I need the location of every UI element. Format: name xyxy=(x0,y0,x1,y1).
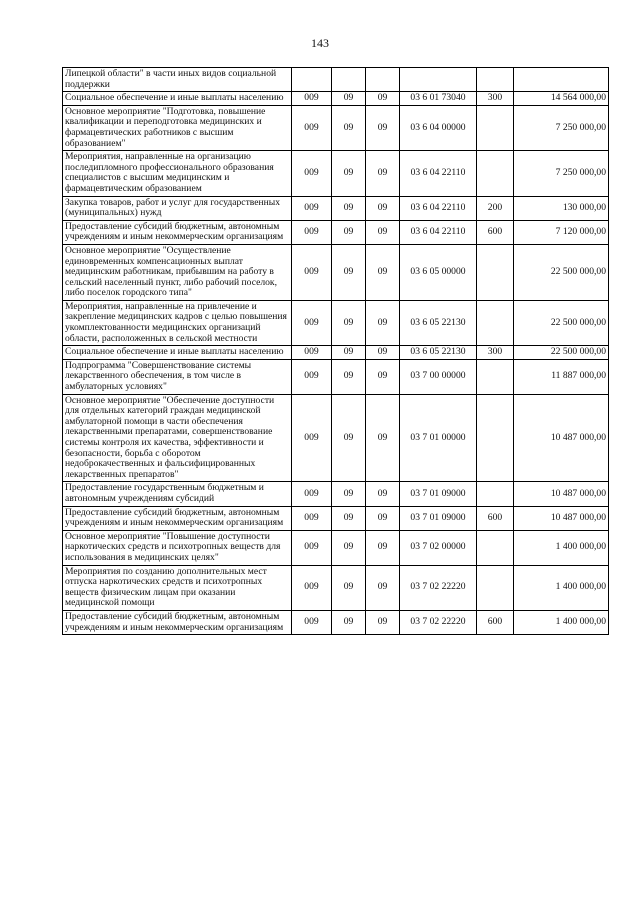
section-code-cell xyxy=(332,68,366,92)
ministry-code-cell: 009 xyxy=(292,92,332,106)
amount-cell: 1 400 000,00 xyxy=(514,610,609,634)
table-row xyxy=(63,220,609,244)
target-article-cell: 03 7 01 09000 xyxy=(400,482,477,506)
section-code-cell: 09 xyxy=(332,359,366,394)
expense-type-cell: 600 xyxy=(477,506,514,530)
table-row xyxy=(63,610,609,634)
table-row xyxy=(63,68,609,92)
target-article-cell: 03 6 05 22130 xyxy=(400,346,477,360)
ministry-code-cell: 009 xyxy=(292,482,332,506)
target-article-cell: 03 6 04 22110 xyxy=(400,220,477,244)
section-code-cell: 09 xyxy=(332,151,366,196)
amount-cell: 10 487 000,00 xyxy=(514,394,609,482)
row-name-cell: Основное мероприятие "Повышение доступности наркотических средств и психотропных веществ для использования в медицинских целях" xyxy=(63,530,292,565)
ministry-code-cell: 009 xyxy=(292,394,332,482)
section-code-cell: 09 xyxy=(332,300,366,345)
row-name-cell: Предоставление субсидий бюджетным, автономным учреждениям и иным некоммерческим организациям xyxy=(63,610,292,634)
expense-type-cell: 300 xyxy=(477,346,514,360)
subsection-code-cell: 09 xyxy=(366,359,400,394)
budget-table-body xyxy=(63,68,609,635)
row-name-cell: Предоставление субсидий бюджетным, автономным учреждениям и иным некоммерческим организациям xyxy=(63,220,292,244)
ministry-code-cell: 009 xyxy=(292,610,332,634)
section-code-cell: 09 xyxy=(332,92,366,106)
expense-type-cell: 300 xyxy=(477,92,514,106)
table-row xyxy=(63,565,609,610)
expense-type-cell xyxy=(477,530,514,565)
table-row xyxy=(63,151,609,196)
target-article-cell: 03 6 04 22110 xyxy=(400,196,477,220)
row-name-cell: Социальное обеспечение и иные выплаты населению xyxy=(63,346,292,360)
table-row xyxy=(63,506,609,530)
row-name-cell: Липецкой области" в части иных видов социальной поддержки xyxy=(63,68,292,92)
target-article-cell: 03 7 00 00000 xyxy=(400,359,477,394)
target-article-cell: 03 7 02 00000 xyxy=(400,530,477,565)
table-row xyxy=(63,530,609,565)
expense-type-cell xyxy=(477,244,514,300)
subsection-code-cell: 09 xyxy=(366,196,400,220)
subsection-code-cell: 09 xyxy=(366,346,400,360)
table-row xyxy=(63,300,609,345)
section-code-cell: 09 xyxy=(332,506,366,530)
row-name-cell: Закупка товаров, работ и услуг для государственных (муниципальных) нужд xyxy=(63,196,292,220)
row-name-cell: Предоставление государственным бюджетным и автономным учреждениям субсидий xyxy=(63,482,292,506)
amount-cell: 22 500 000,00 xyxy=(514,300,609,345)
ministry-code-cell: 009 xyxy=(292,244,332,300)
section-code-cell: 09 xyxy=(332,530,366,565)
subsection-code-cell: 09 xyxy=(366,506,400,530)
expense-type-cell xyxy=(477,565,514,610)
expense-type-cell: 200 xyxy=(477,196,514,220)
ministry-code-cell: 009 xyxy=(292,346,332,360)
expense-type-cell xyxy=(477,482,514,506)
target-article-cell: 03 6 04 00000 xyxy=(400,105,477,150)
amount-cell: 7 120 000,00 xyxy=(514,220,609,244)
target-article-cell: 03 6 01 73040 xyxy=(400,92,477,106)
amount-cell: 10 487 000,00 xyxy=(514,506,609,530)
ministry-code-cell: 009 xyxy=(292,151,332,196)
expense-type-cell xyxy=(477,394,514,482)
target-article-cell: 03 6 05 22130 xyxy=(400,300,477,345)
target-article-cell: 03 7 01 09000 xyxy=(400,506,477,530)
amount-cell: 22 500 000,00 xyxy=(514,244,609,300)
section-code-cell: 09 xyxy=(332,610,366,634)
amount-cell xyxy=(514,68,609,92)
amount-cell: 14 564 000,00 xyxy=(514,92,609,106)
section-code-cell: 09 xyxy=(332,244,366,300)
subsection-code-cell: 09 xyxy=(366,610,400,634)
section-code-cell: 09 xyxy=(332,565,366,610)
row-name-cell: Мероприятия, направленные на организацию последипломного профессионального образования специалистов с высшим медицинским и фармацевтическим образованием xyxy=(63,151,292,196)
expense-type-cell xyxy=(477,359,514,394)
section-code-cell: 09 xyxy=(332,394,366,482)
ministry-code-cell: 009 xyxy=(292,565,332,610)
table-row xyxy=(63,359,609,394)
subsection-code-cell: 09 xyxy=(366,92,400,106)
subsection-code-cell: 09 xyxy=(366,565,400,610)
expense-type-cell xyxy=(477,300,514,345)
amount-cell: 7 250 000,00 xyxy=(514,151,609,196)
section-code-cell: 09 xyxy=(332,482,366,506)
target-article-cell: 03 6 05 00000 xyxy=(400,244,477,300)
page-number: 143 xyxy=(311,36,329,50)
target-article-cell: 03 6 04 22110 xyxy=(400,151,477,196)
table-row xyxy=(63,244,609,300)
ministry-code-cell: 009 xyxy=(292,105,332,150)
amount-cell: 10 487 000,00 xyxy=(514,482,609,506)
section-code-cell: 09 xyxy=(332,220,366,244)
row-name-cell: Основное мероприятие "Осуществление единовременных компенсационных выплат медицинским работникам, прибывшим на работу в сельский населенный пункт, либо рабочий поселок, либо поселок городского типа" xyxy=(63,244,292,300)
table-row xyxy=(63,196,609,220)
expense-type-cell xyxy=(477,151,514,196)
table-row xyxy=(63,482,609,506)
table-row xyxy=(63,394,609,482)
expense-type-cell: 600 xyxy=(477,220,514,244)
amount-cell: 7 250 000,00 xyxy=(514,105,609,150)
expense-type-cell xyxy=(477,105,514,150)
ministry-code-cell: 009 xyxy=(292,196,332,220)
target-article-cell xyxy=(400,68,477,92)
row-name-cell: Основное мероприятие "Подготовка, повышение квалификации и переподготовка медицинских и фармацевтических работников с высшим образованием" xyxy=(63,105,292,150)
section-code-cell: 09 xyxy=(332,196,366,220)
amount-cell: 1 400 000,00 xyxy=(514,565,609,610)
subsection-code-cell xyxy=(366,68,400,92)
subsection-code-cell: 09 xyxy=(366,105,400,150)
ministry-code-cell: 009 xyxy=(292,300,332,345)
subsection-code-cell: 09 xyxy=(366,530,400,565)
ministry-code-cell: 009 xyxy=(292,506,332,530)
section-code-cell: 09 xyxy=(332,346,366,360)
expense-type-cell: 600 xyxy=(477,610,514,634)
subsection-code-cell: 09 xyxy=(366,244,400,300)
budget-table xyxy=(62,67,609,635)
subsection-code-cell: 09 xyxy=(366,151,400,196)
subsection-code-cell: 09 xyxy=(366,220,400,244)
row-name-cell: Предоставление субсидий бюджетным, автономным учреждениям и иным некоммерческим организациям xyxy=(63,506,292,530)
section-code-cell: 09 xyxy=(332,105,366,150)
subsection-code-cell: 09 xyxy=(366,300,400,345)
amount-cell: 130 000,00 xyxy=(514,196,609,220)
target-article-cell: 03 7 02 22220 xyxy=(400,565,477,610)
amount-cell: 1 400 000,00 xyxy=(514,530,609,565)
amount-cell: 11 887 000,00 xyxy=(514,359,609,394)
row-name-cell: Подпрограмма "Совершенствование системы лекарственного обеспечения, в том числе в амбулаторных условиях" xyxy=(63,359,292,394)
subsection-code-cell: 09 xyxy=(366,394,400,482)
table-row xyxy=(63,346,609,360)
subsection-code-cell: 09 xyxy=(366,482,400,506)
row-name-cell: Мероприятия, направленные на привлечение и закрепление медицинских кадров с целью повышения укомплектованности медицинских организаций области, расположенных в сельской местности xyxy=(63,300,292,345)
row-name-cell: Основное мероприятие "Обеспечение доступности для отдельных категорий граждан медицинской амбулаторной помощи в части обеспечения лекарственными препаратами, совершенствование системы контроля их качества, эффективности и безопасности, борьба с оборотом недоброкачественных и фальсифицированных лекарственных препаратов" xyxy=(63,394,292,482)
table-row xyxy=(63,92,609,106)
ministry-code-cell: 009 xyxy=(292,530,332,565)
target-article-cell: 03 7 02 22220 xyxy=(400,610,477,634)
ministry-code-cell: 009 xyxy=(292,220,332,244)
row-name-cell: Мероприятия по созданию дополнительных мест отпуска наркотических средств и психотропных веществ физическим лицам при оказании медицинской помощи xyxy=(63,565,292,610)
target-article-cell: 03 7 01 00000 xyxy=(400,394,477,482)
row-name-cell: Социальное обеспечение и иные выплаты населению xyxy=(63,92,292,106)
ministry-code-cell: 009 xyxy=(292,359,332,394)
amount-cell: 22 500 000,00 xyxy=(514,346,609,360)
expense-type-cell xyxy=(477,68,514,92)
ministry-code-cell xyxy=(292,68,332,92)
table-row xyxy=(63,105,609,150)
